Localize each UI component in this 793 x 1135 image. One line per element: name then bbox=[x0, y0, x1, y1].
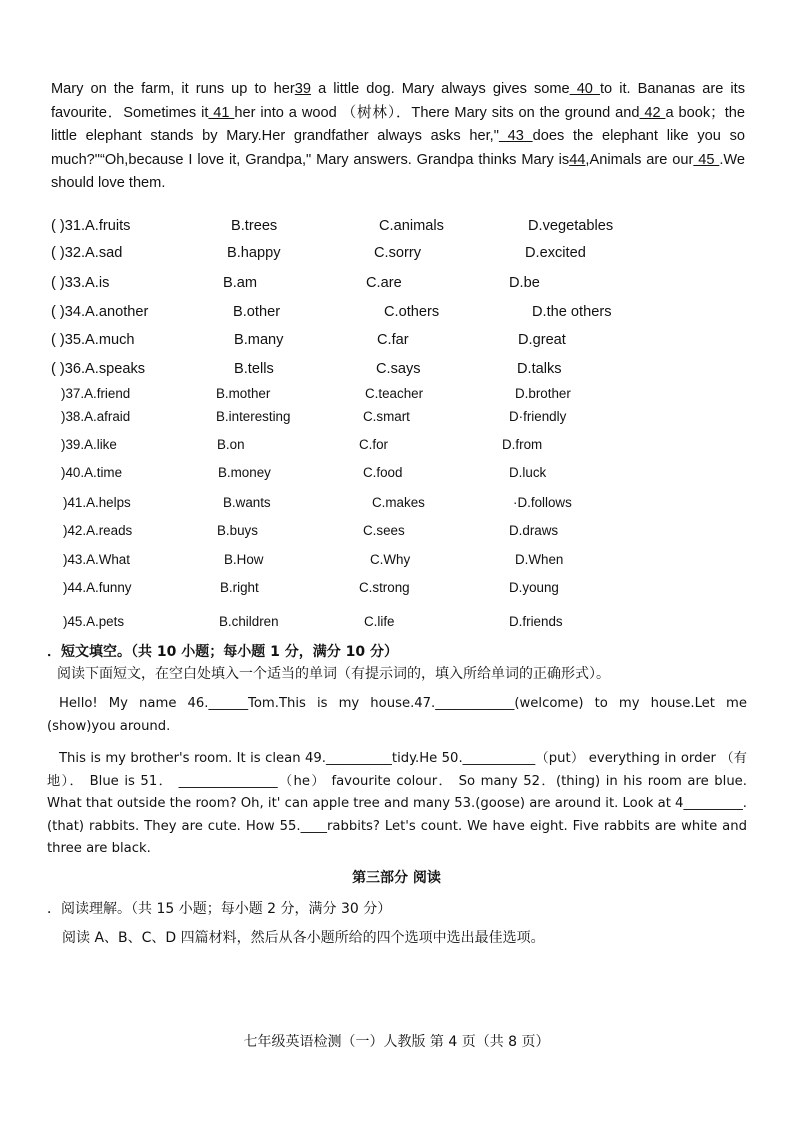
option-c: C.smart bbox=[363, 409, 410, 424]
blank-45: 45 bbox=[693, 151, 720, 168]
fill-paragraph-2: This is my brother's room. It is clean 49.__________tidy.He 50.___________（put） everything in order （有地）． Blue is 51． _______________（he） favourite colour． So many 52．(thing) in his room are blue. What that outside the room? Oh, it' can apple tree and many 53.(goose) are around it. Look at 4_________.(that) rabbits. They are cute. How 55.____rabbits? Let's count. We have eight. Five rabbits are white and three are black. bbox=[47, 751, 747, 856]
option-c: C.are bbox=[366, 275, 402, 291]
option-b: B.trees bbox=[231, 218, 278, 234]
passage-text: .We should love them. bbox=[51, 151, 745, 191]
part-title: 第三部分 阅读 bbox=[352, 870, 441, 886]
option-c: C.far bbox=[377, 332, 409, 348]
option-d: D.the others bbox=[532, 304, 612, 320]
question-32: ( )32.A.sad bbox=[51, 245, 123, 261]
option-d: ·D.follows bbox=[513, 495, 572, 510]
option-c: C.makes bbox=[372, 495, 425, 510]
question-41: )41.A.helps bbox=[63, 495, 131, 510]
reading-instruction: 阅读 A、B、C、D 四篇材料，然后从各小题所给的四个选项中选出最佳选项。 bbox=[62, 930, 545, 946]
section-heading: ．短文填空。（共 10 小题；每小题 1 分，满分 10 分） bbox=[47, 644, 398, 660]
option-d: D.great bbox=[518, 332, 566, 348]
passage-text: Mary on the farm, it runs up to her bbox=[51, 81, 295, 97]
blank-40: 40 bbox=[569, 81, 600, 97]
passage-text: Animals are our bbox=[589, 151, 694, 168]
passage-text: to it. Bananas are its favourite．Sometimes it bbox=[51, 81, 746, 121]
option-b: B.right bbox=[220, 580, 259, 595]
question-31: ( )31.A.fruits bbox=[51, 218, 131, 234]
question-44: )44.A.funny bbox=[63, 580, 132, 595]
passage-text: a book；the little elephant stands by Mary.Her grandfather always asks her," bbox=[51, 104, 746, 144]
question-33: ( )33.A.is bbox=[51, 275, 110, 291]
blank-41: 41 bbox=[208, 104, 235, 121]
page-footer: 七年级英语检测（一）人教版 第 4 页（共 8 页） bbox=[243, 1034, 550, 1050]
option-d: D.friends bbox=[509, 614, 563, 629]
option-b: B.other bbox=[233, 304, 281, 320]
option-b: B.children bbox=[219, 614, 279, 629]
blank-43: 43 bbox=[498, 128, 533, 144]
option-c: C.sees bbox=[363, 523, 405, 538]
option-c: C.life bbox=[364, 614, 395, 629]
option-d: D.draws bbox=[509, 523, 559, 538]
option-c: C.sorry bbox=[374, 245, 422, 261]
question-40: )40.A.time bbox=[61, 465, 123, 480]
question-35: ( )35.A.much bbox=[51, 332, 135, 348]
option-c: C.Why bbox=[370, 552, 411, 567]
question-43: )43.A.What bbox=[63, 552, 130, 567]
option-b: B.tells bbox=[234, 361, 274, 377]
option-b: B.am bbox=[223, 275, 258, 291]
option-d: D·friendly bbox=[509, 409, 567, 424]
question-34: ( )34.A.another bbox=[51, 304, 149, 320]
blank-44: 44, bbox=[569, 151, 590, 168]
option-b: B.money bbox=[218, 465, 271, 480]
option-b: B.interesting bbox=[216, 409, 291, 424]
option-b: B.mother bbox=[216, 386, 271, 401]
option-c: C.food bbox=[363, 465, 403, 480]
question-45: )45.A.pets bbox=[63, 614, 125, 629]
option-b: B.buys bbox=[217, 523, 258, 538]
option-b: B.happy bbox=[227, 245, 281, 261]
option-c: C.teacher bbox=[365, 386, 424, 401]
question-39: )39.A.like bbox=[61, 437, 117, 452]
option-d: D.be bbox=[509, 275, 540, 291]
option-d: D.luck bbox=[509, 465, 547, 480]
cloze-passage bbox=[51, 78, 745, 196]
option-d: D.When bbox=[515, 552, 564, 567]
option-b: B.How bbox=[224, 552, 264, 567]
blank-39: 39 bbox=[294, 81, 312, 97]
passage-text: does the elephant like you so much?"“Oh,because I love it, Grandpa," Mary answers. Grandpa thinks Mary is bbox=[51, 128, 746, 168]
question-37: )37.A.friend bbox=[61, 386, 131, 401]
option-d: D.excited bbox=[525, 245, 586, 261]
blank-42: 42 bbox=[639, 104, 666, 121]
option-c: C.says bbox=[376, 361, 421, 377]
option-d: D.brother bbox=[515, 386, 571, 401]
option-d: D.young bbox=[509, 580, 559, 595]
option-d: D.from bbox=[502, 437, 543, 452]
option-c: C.others bbox=[384, 304, 440, 320]
option-d: D.vegetables bbox=[528, 218, 614, 234]
question-36: ( )36.A.speaks bbox=[51, 361, 146, 377]
option-b: B.on bbox=[217, 437, 245, 452]
reading-heading: ．阅读理解。（共 15 小题；每小题 2 分，满分 30 分） bbox=[47, 901, 392, 917]
question-38: )38.A.afraid bbox=[61, 409, 131, 424]
question-42: )42.A.reads bbox=[63, 523, 133, 538]
fill-paragraph-1: Hello! My name 46.______Tom.This is my house.47.____________(welcome) to my house.Let me (show)you around. bbox=[47, 696, 747, 734]
option-b: B.many bbox=[234, 332, 284, 348]
passage-text: her into a wood （树林）．There Mary sits on the ground and bbox=[234, 104, 640, 121]
option-c: C.strong bbox=[359, 580, 410, 595]
passage-text: a little dog. Mary always gives some bbox=[311, 81, 570, 97]
section-instruction: 阅读下面短文，在空白处填入一个适当的单词（有提示词的，填入所给单词的正确形式）。 bbox=[57, 666, 610, 682]
option-c: C.for bbox=[359, 437, 389, 452]
option-c: C.animals bbox=[379, 218, 444, 234]
option-d: D.talks bbox=[517, 361, 562, 377]
option-b: B.wants bbox=[223, 495, 271, 510]
